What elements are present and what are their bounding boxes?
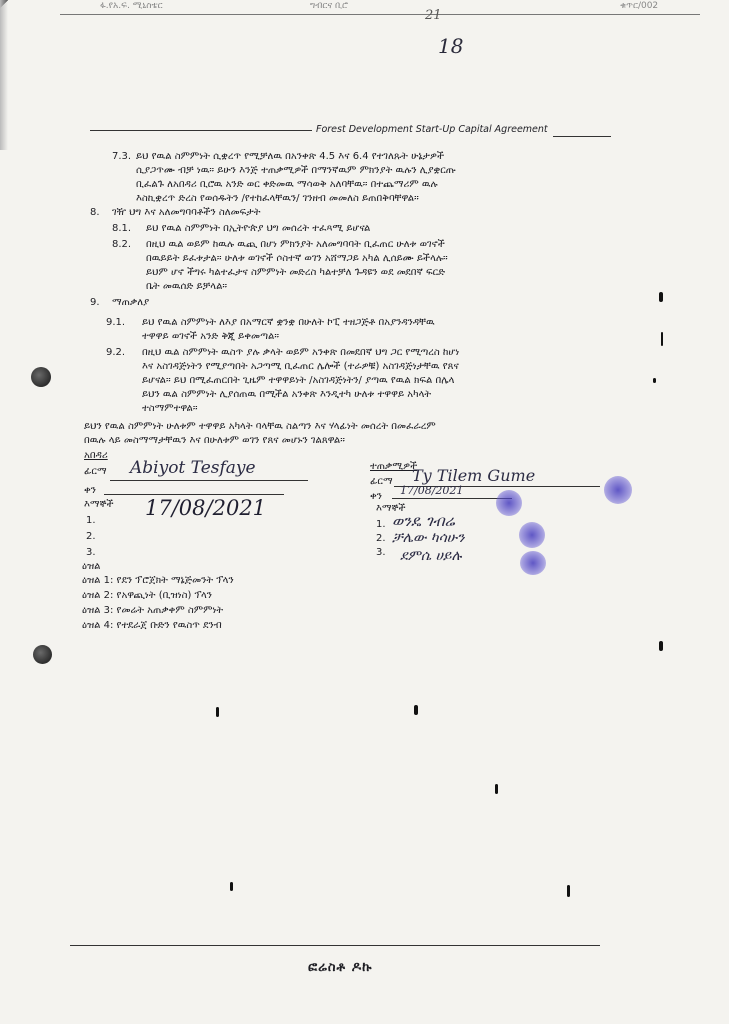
- section-8-2-line-4: ቤት መዉሰድ ይቻላል።: [146, 281, 228, 292]
- section-9-1-line-2: ተዋዋይ ወገኖች አንድ ቅጂ ይቀመጣል።: [142, 331, 279, 342]
- scan-speck: [653, 378, 656, 383]
- top-strip-left: ፋ.የአ.ፍ. ሚኒስቴር: [100, 1, 163, 11]
- scan-speck: [414, 705, 418, 715]
- section-7-3-number: 7.3.: [112, 151, 132, 162]
- beneficiary-witness-signature-1: ወንዴ ገብሬ: [392, 512, 455, 530]
- top-strip-center: ግብርና ቢሮ: [310, 1, 349, 11]
- annex-item-1: ዕዝል 1: የደን ፕሮጀክት ማኔጅመንት ፕላን: [82, 575, 234, 586]
- footer-rule: [70, 945, 600, 946]
- lender-title: አበዳሪ: [84, 450, 108, 461]
- beneficiary-date-label: ቀን: [370, 491, 382, 502]
- scan-speck: [659, 292, 663, 302]
- fingerprint-stamp: [520, 551, 546, 575]
- lender-date-value: 17/08/2021: [145, 496, 267, 520]
- section-9-2-number: 9.2.: [106, 347, 126, 358]
- beneficiary-witness-title: እማኞች: [376, 503, 406, 514]
- annex-item-4: ዕዝል 4: የተደራጀ ቡድን የዉስጥ ደንብ: [82, 620, 222, 631]
- beneficiary-witness-signature-3: ደምሴ ሀይሉ: [400, 548, 462, 564]
- section-9-1-line-1: ይህ የዉል ስምምነት ለእያ በአማርኛ ቋንቋ በሁለት ኮፒ ተዘጋጅቶ በአያንዳንዳቸዉ: [142, 317, 435, 328]
- page-number-top: 21: [425, 8, 442, 23]
- top-strip-right: ቁጥር/002: [620, 1, 659, 11]
- section-8-2-line-3: ይህም ሆኖ ችግሩ ካልተፈታና ስምምነት መድረስ ካልተቻለ ጉዳዩን ወደ መደበኛ ፍርድ: [146, 267, 446, 278]
- scan-speck: [230, 882, 233, 891]
- closing-line-2: በዉሉ ላይ መስማማታቸዉን እና በሁለቱም ወገን የጸና መሆኑን ገልጸዋል።: [84, 435, 345, 446]
- closing-line-1: ይህን የዉል ስምምነት ሁለቱም ተዋዋይ አካላት ባላቸዉ ስልጣን እና ሃላፊነት መሰረት በመፈራረም: [84, 421, 436, 432]
- lender-date-label: ቀን: [84, 485, 96, 496]
- beneficiary-witness-1: 1.: [376, 519, 386, 530]
- scan-speck: [216, 707, 219, 717]
- annex-title: ዕዝል: [82, 561, 101, 572]
- beneficiary-witness-signature-2: ቻሌው ካሳሁን: [392, 530, 465, 546]
- corner-binding-mark: [0, 0, 70, 70]
- fingerprint-stamp: [519, 522, 545, 548]
- scan-speck: [495, 784, 498, 794]
- section-9-number: 9.: [90, 297, 100, 308]
- lender-witness-1: 1.: [86, 515, 96, 526]
- scan-speck: [661, 332, 663, 346]
- section-7-3-line-4: እስኪቋረጥ ድረስ የወሰዱትን /የተከፈላቸዉን/ ገንዘብ መመለስ ይጠበቅባቸዋል።: [136, 193, 419, 204]
- section-8-1-text: ይህ የዉል ስምምነት በኢትዮጵያ ህግ መሰረት ተፈጻሚ ይሆናል: [146, 223, 371, 234]
- lender-witness-2: 2.: [86, 531, 96, 542]
- section-9-1-number: 9.1.: [106, 317, 126, 328]
- section-7-3-line-1: ይህ የዉል ስምምነት ሲቋረጥ የሚቻለዉ በአንቀጽ 4.5 እና 6.4 የተገለጹት ሁኔታዎች: [136, 151, 445, 162]
- section-8-2-line-2: በዉይይት ይፈቱታል። ሁለቱ ወገኖች ሶስተኛ ወገን አሸማጋይ አካል ሊሰይሙ ይችላሉ።: [146, 253, 448, 264]
- section-8-title: ገዥ ህግ እና አለመግባባቶችን ስለመፍታት: [112, 207, 261, 218]
- beneficiary-witness-3: 3.: [376, 547, 386, 558]
- section-8-2-line-1: በዚህ ዉል ወይም ከዉሉ ዉጪ በሆነ ምክንያት አለመግባባት ቢፈጠር ሁለቱ ወገኖች: [146, 239, 445, 250]
- fingerprint-stamp: [496, 490, 522, 516]
- header-rule-left: [90, 130, 312, 131]
- scan-speck: [567, 885, 570, 897]
- beneficiary-date-value: 17/08/2021: [400, 484, 464, 497]
- footer-stamp: ፎሬስቶ ዶኩ: [308, 960, 373, 975]
- lender-signature: Abiyot Tesfaye: [130, 458, 256, 478]
- top-header-strip: [60, 0, 700, 14]
- section-9-2-line-1: በዚህ ዉል ስምምነት ዉስጥ ያሉ ቃላት ወይም አንቀጽ በመደበኛ ህግ ጋር የሚጣረስ ከሆነ: [142, 347, 460, 358]
- section-9-2-line-3: ይሆናል። ይህ በሚፈጠርበት ጊዜም ተዋዋይነት /አስገዳጅነትን/ ያጣዉ የዉል ክፍል በሌላ: [142, 375, 455, 386]
- section-9-2-line-2: እና አስገዳጅነትን የሚያጣበት አጋጣሚ ቢፈጠር ሌሎች (ተራዎቹ) አስገዳጅነታቸዉ የጸና: [142, 361, 459, 372]
- lender-witness-3: 3.: [86, 547, 96, 558]
- section-8-number: 8.: [90, 207, 100, 218]
- lender-sign-line: [110, 480, 308, 481]
- lender-sign-label: ፊርማ: [84, 466, 107, 477]
- beneficiary-date-line: [392, 498, 512, 499]
- scan-speck: [659, 641, 663, 651]
- beneficiary-title: ተጠቃሚዎች: [370, 461, 418, 472]
- header-title: Forest Development Start-Up Capital Agreement: [316, 124, 548, 135]
- section-7-3-line-2: ሲያጋጥሙ ብቻ ነዉ። ይሁን እንጅ ተጠቃሚዎች በማንኛዉም ምክንያት ዉሉን ሊያቋርጡ: [136, 165, 456, 176]
- section-7-3-line-3: ቢፈልጉ ለአበዳሪ ቢሮዉ አንድ ወር ቀድመዉ ማሳወቅ አለባቸዉ። በተጨማሪም ዉሉ: [136, 179, 438, 190]
- punch-hole: [33, 645, 52, 664]
- header-rule-right: [553, 136, 611, 137]
- fingerprint-stamp: [604, 476, 632, 504]
- section-9-2-line-4: ይህን ዉል ስምምነት ሊያሰጠዉ በሚችል አንቀጽ እንዲተካ ሁለቱ ተዋዋይ አካላት: [142, 389, 432, 400]
- section-9-2-line-5: ተስማምተዋል።: [142, 403, 198, 414]
- beneficiary-signature: Ty Tilem Gume: [412, 466, 536, 485]
- annex-item-3: ዕዝል 3: የመሬት አጠቃቀም ስምምነት: [82, 605, 224, 616]
- punch-hole: [31, 367, 51, 387]
- section-8-2-number: 8.2.: [112, 239, 132, 250]
- top-strip-rule: [60, 14, 700, 15]
- page-number: 18: [438, 34, 464, 58]
- annex-item-2: ዕዝል 2: የአዋጪነት (ቢዝነስ) ፕላን: [82, 590, 212, 601]
- lender-date-line: [104, 494, 284, 495]
- left-edge-shadow: [0, 0, 8, 150]
- beneficiary-witness-2: 2.: [376, 533, 386, 544]
- lender-witness-title: እማኞች: [84, 499, 114, 510]
- beneficiary-sign-label: ፊርማ: [370, 476, 393, 487]
- section-8-1-number: 8.1.: [112, 223, 132, 234]
- section-9-title: ማጠቃለያ: [112, 297, 150, 308]
